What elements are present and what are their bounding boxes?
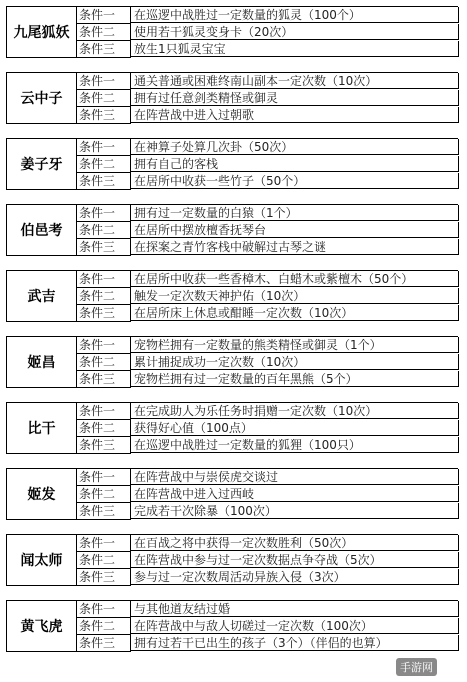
character-name: 姬发 — [7, 469, 77, 520]
character-name: 云中子 — [7, 73, 77, 124]
character-group — [6, 6, 458, 58]
condition-label: 条件二 — [77, 486, 131, 503]
condition-label: 条件三 — [77, 107, 131, 124]
condition-text: 在阵营战中进入过西岐 — [131, 486, 459, 502]
condition-label: 条件三 — [77, 437, 131, 454]
condition-label: 条件二 — [77, 618, 131, 635]
condition-text: 触发一定次数天神护佑（10次） — [131, 288, 459, 304]
character-name: 武吉 — [7, 271, 77, 322]
condition-label: 条件一 — [77, 205, 131, 222]
condition-text: 在神算子处算几次卦（50次） — [131, 139, 459, 155]
condition-text: 与其他道友结过婚 — [131, 601, 459, 617]
condition-label: 条件二 — [77, 90, 131, 107]
condition-label: 条件二 — [77, 156, 131, 173]
condition-text: 在巡逻中战胜过一定数量的狐狸（100只） — [131, 437, 459, 453]
condition-text: 宠物栏拥有过一定数量的百年黑熊（5个） — [131, 371, 459, 387]
condition-label: 条件二 — [77, 222, 131, 239]
condition-label: 条件三 — [77, 239, 131, 256]
condition-label: 条件一 — [77, 7, 131, 24]
condition-text: 在居所中收获一些竹子（50个） — [131, 173, 459, 189]
character-group — [6, 468, 458, 520]
watermark: 手游网 — [396, 658, 437, 676]
condition-text: 获得好心值（100点） — [131, 420, 459, 436]
condition-label: 条件一 — [77, 337, 131, 354]
condition-label: 条件二 — [77, 354, 131, 371]
character-group — [6, 270, 458, 322]
condition-text: 拥有过任意剑类精怪或御灵 — [131, 90, 459, 106]
condition-text: 在巡逻中战胜过一定数量的狐灵（100个） — [131, 7, 459, 23]
character-group — [6, 336, 458, 388]
condition-text: 在阵营战中参与过一定次数据点争夺战（5次） — [131, 552, 459, 568]
condition-label: 条件三 — [77, 635, 131, 652]
condition-label: 条件三 — [77, 569, 131, 586]
condition-text: 累计捕捉成功一定次数（10次） — [131, 354, 459, 370]
condition-label: 条件二 — [77, 552, 131, 569]
condition-text: 在探案之青竹客栈中破解过古琴之谜 — [131, 239, 459, 255]
condition-label: 条件三 — [77, 41, 131, 58]
condition-text: 在完成助人为乐任务时捐赠一定次数（10次） — [131, 403, 459, 419]
condition-text: 在居所中摆放檀香抚琴台 — [131, 222, 459, 238]
condition-text: 在居所中收获一些香樟木、白蜡木或紫檀木（50个） — [131, 271, 459, 287]
condition-text: 宠物栏拥有一定数量的熊类精怪或御灵（1个） — [131, 337, 459, 353]
condition-text: 放生1只狐灵宝宝 — [131, 41, 459, 57]
condition-label: 条件二 — [77, 420, 131, 437]
condition-label: 条件一 — [77, 139, 131, 156]
condition-text: 拥有过一定数量的白猿（1个） — [131, 205, 459, 221]
character-group — [6, 402, 458, 454]
condition-text: 拥有过若干已出生的孩子（3个）（伴侣的也算） — [131, 635, 459, 651]
condition-label: 条件一 — [77, 601, 131, 618]
condition-label: 条件一 — [77, 469, 131, 486]
condition-label: 条件三 — [77, 173, 131, 190]
character-group — [6, 600, 458, 652]
condition-label: 条件三 — [77, 503, 131, 520]
character-name: 比干 — [7, 403, 77, 454]
condition-table — [6, 6, 458, 666]
condition-label: 条件一 — [77, 73, 131, 90]
character-group — [6, 72, 458, 124]
condition-text: 拥有自己的客栈 — [131, 156, 459, 172]
condition-text: 在阵营战中与崇侯虎交谈过 — [131, 469, 459, 485]
character-name: 闻太师 — [7, 535, 77, 586]
condition-label: 条件二 — [77, 288, 131, 305]
character-group — [6, 204, 458, 256]
condition-label: 条件三 — [77, 305, 131, 322]
condition-text: 在阵营战中进入过朝歌 — [131, 107, 459, 123]
condition-label: 条件二 — [77, 24, 131, 41]
condition-text: 在居所床上休息或酣睡一定次数（10次） — [131, 305, 459, 321]
character-name: 姬昌 — [7, 337, 77, 388]
condition-text: 在百战之将中获得一定次数胜利（50次） — [131, 535, 459, 551]
condition-label: 条件一 — [77, 403, 131, 420]
character-name: 黄飞虎 — [7, 601, 77, 652]
condition-text: 完成若干次除暴（100次） — [131, 503, 459, 519]
character-name: 九尾狐妖 — [7, 7, 77, 58]
condition-text: 参与过一定次数周活动异族入侵（3次） — [131, 569, 459, 585]
condition-label: 条件一 — [77, 271, 131, 288]
character-name: 伯邑考 — [7, 205, 77, 256]
condition-label: 条件三 — [77, 371, 131, 388]
condition-text: 通关普通或困难终南山副本一定次数（10次） — [131, 73, 459, 89]
condition-text: 在阵营战中与敌人切磋过一定次数（100次） — [131, 618, 459, 634]
character-group — [6, 138, 458, 190]
character-name: 姜子牙 — [7, 139, 77, 190]
character-group — [6, 534, 458, 586]
condition-text: 使用若干狐灵变身卡（20次） — [131, 24, 459, 40]
condition-label: 条件一 — [77, 535, 131, 552]
